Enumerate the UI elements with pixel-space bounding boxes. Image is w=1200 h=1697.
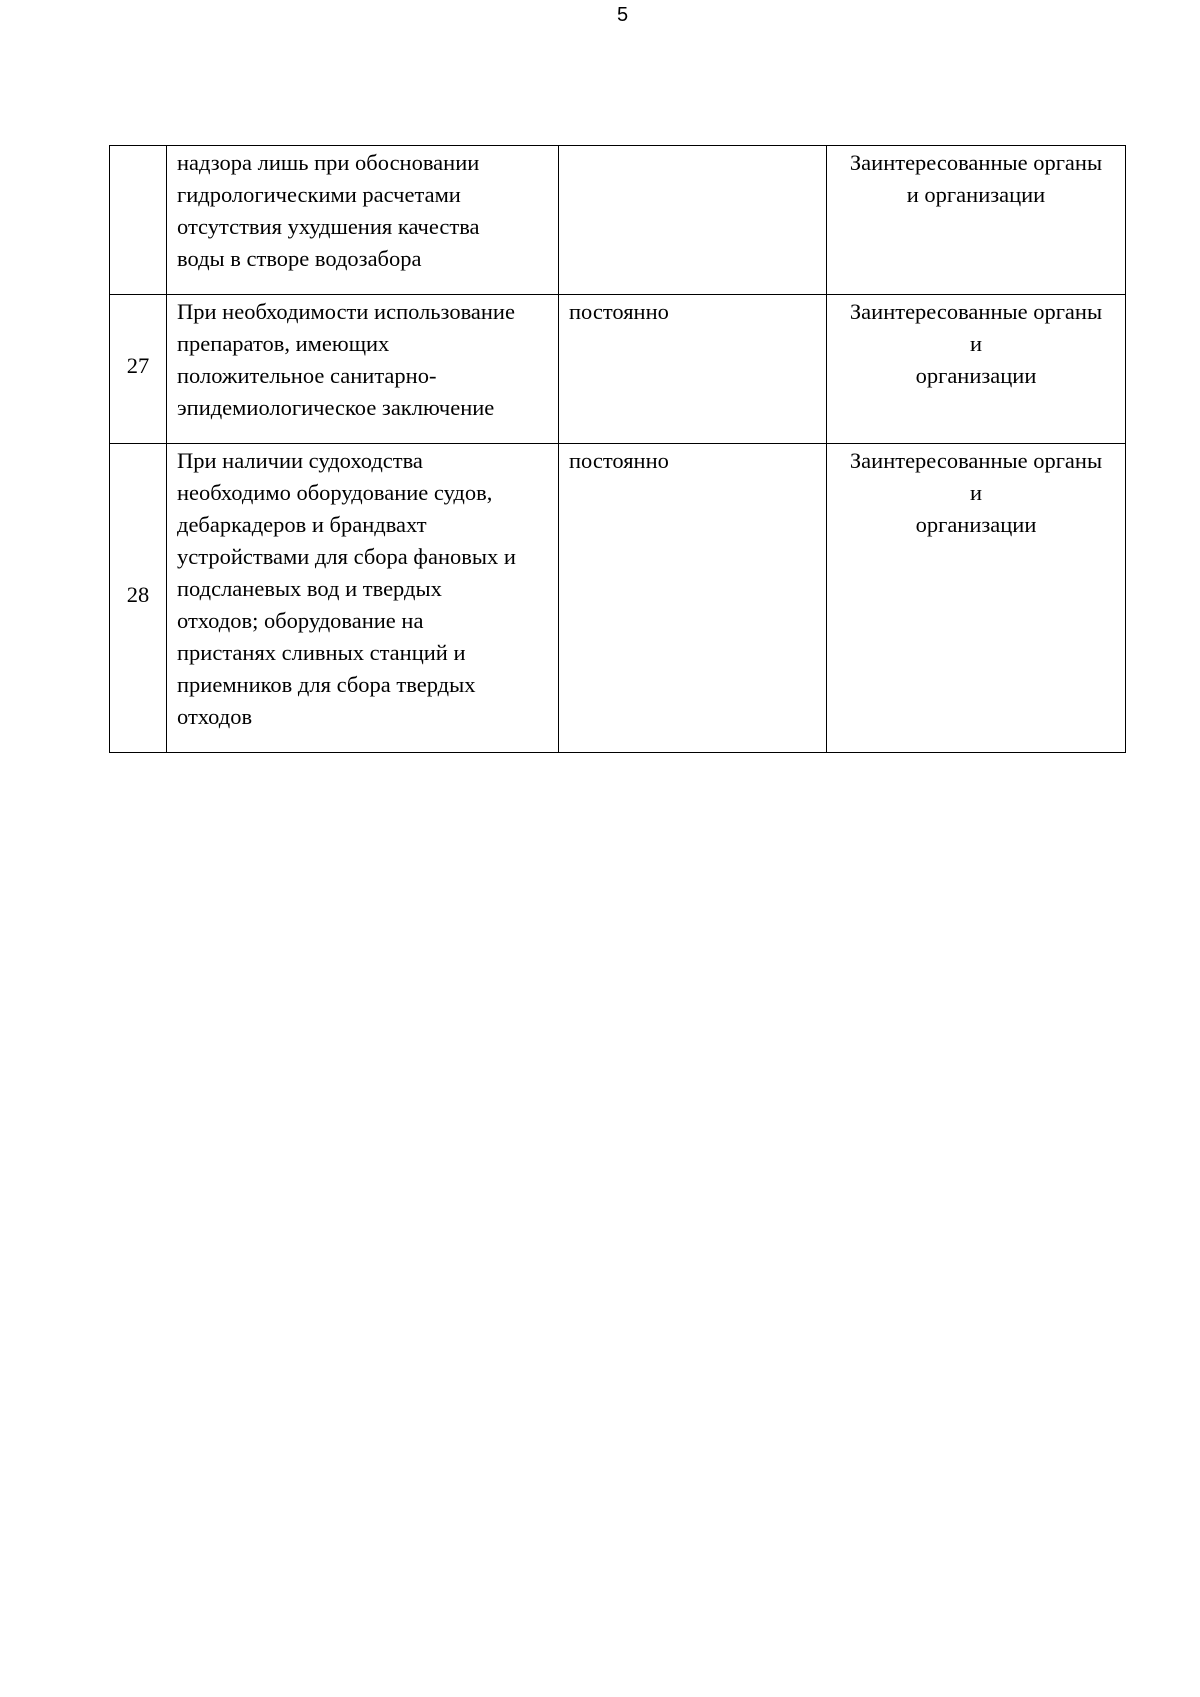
responsible-cell [827, 444, 1126, 753]
measure-line: необходимо оборудование судов, [177, 480, 493, 505]
page-number: 5 [616, 4, 629, 26]
measure-line: отходов; оборудование на [177, 608, 424, 633]
responsible-line: Заинтересованные органы [849, 299, 1103, 324]
responsible-cell [827, 295, 1126, 444]
measure-line: При наличии судоходства [177, 448, 423, 473]
responsible-line: и [969, 331, 983, 356]
row-number-cell: 27 [110, 295, 167, 444]
responsible-cell [827, 146, 1126, 295]
measure-line: дебаркадеров и брандвахт [177, 512, 427, 537]
measure-line: воды в створе водозабора [177, 246, 422, 271]
measure-line: приемников для сбора твердых [177, 672, 476, 697]
responsible-line: организации [915, 363, 1037, 388]
measure-cell [167, 146, 559, 295]
term-cell: постоянно [559, 295, 827, 444]
measure-line: подсланевых вод и твердых [177, 576, 442, 601]
table-row [110, 295, 1126, 444]
responsible-line: Заинтересованные органы [849, 150, 1103, 175]
table-row [110, 444, 1126, 753]
measure-line: устройствами для сбора фановых и [177, 544, 516, 569]
measure-line: препаратов, имеющих [177, 331, 390, 356]
measure-line: надзора лишь при обосновании [177, 150, 480, 175]
responsible-line: и организации [906, 182, 1046, 207]
term-cell [559, 146, 827, 295]
measure-line: положительное санитарно- [177, 363, 437, 388]
row-number-cell [110, 146, 167, 295]
measure-line: пристанях сливных станций и [177, 640, 466, 665]
measure-line: эпидемиологическое заключение [177, 395, 495, 420]
row-number-cell: 28 [110, 444, 167, 753]
measure-line: При необходимости использование [177, 299, 515, 324]
measures-table [109, 145, 1126, 753]
responsible-line: организации [915, 512, 1037, 537]
term-cell: постоянно [559, 444, 827, 753]
measure-cell [167, 295, 559, 444]
responsible-line: Заинтересованные органы [849, 448, 1103, 473]
responsible-line: и [969, 480, 983, 505]
table-row [110, 146, 1126, 295]
measure-line: отсутствия ухудшения качества [177, 214, 480, 239]
measure-line: отходов [177, 704, 253, 729]
measure-line: гидрологическими расчетами [177, 182, 461, 207]
measure-cell [167, 444, 559, 753]
